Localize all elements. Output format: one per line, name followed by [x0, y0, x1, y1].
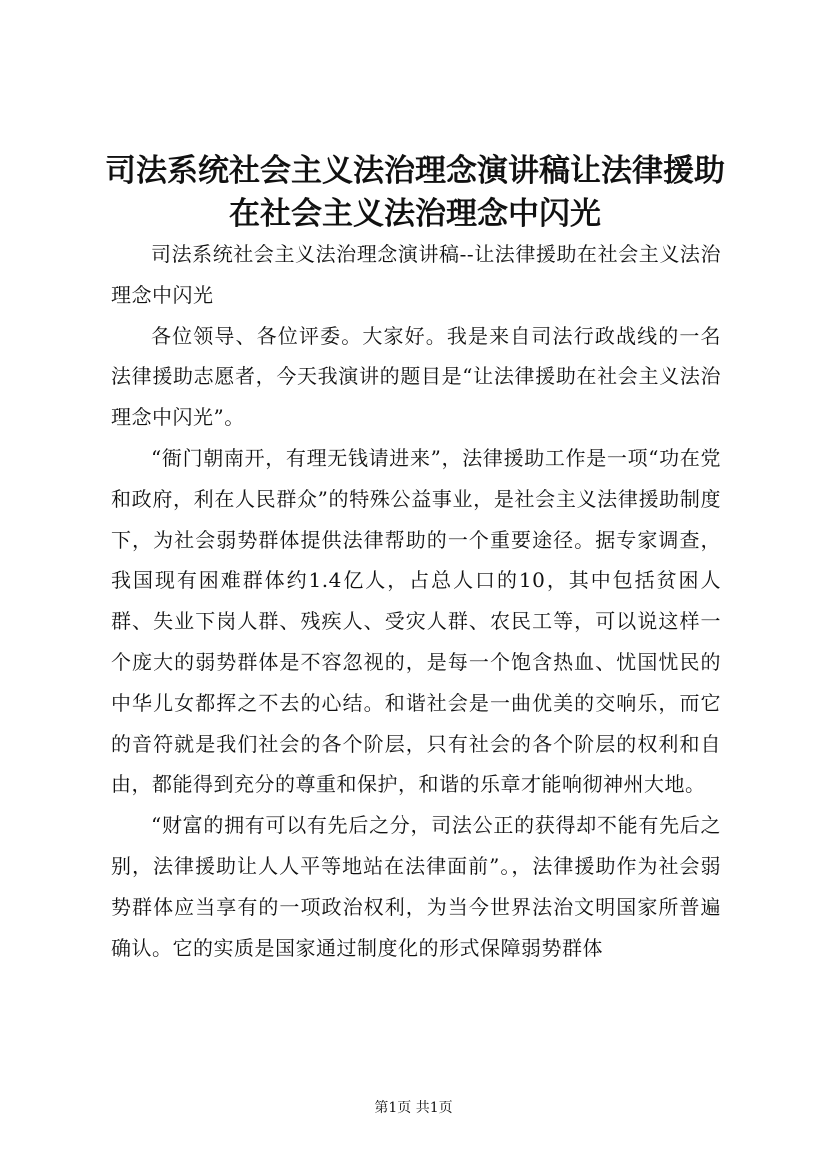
page-footer: 第1页 共1页: [374, 1100, 453, 1116]
document-title: 司法系统社会主义法治理念演讲稿让法律援助在社会主义法治理念中闪光: [105, 153, 725, 232]
document-body: [111, 234, 721, 968]
paragraph-equality-before-law: “财富的拥有可以有先后之分，司法公正的获得却不能有先后之别，法律援助让人人平等地站在法律面前”。，法律援助作为社会弱势群体应当享有的一项政治权利，为当今世界法治文明国家所普遍确认。它的实质是国家通过制度化的形式保障弱势群体: [111, 813, 721, 960]
paragraph-greeting: 各位领导、各位评委。大家好。我是来自司法行政战线的一名法律援助志愿者，今天我演讲的题目是“让法律援助在社会主义法治理念中闪光”。: [111, 323, 721, 430]
paragraph-subtitle: 司法系统社会主义法治理念演讲稿--让法律援助在社会主义法治理念中闪光: [111, 242, 721, 307]
paragraph-legal-aid-significance: “衙门朝南开，有理无钱请进来”，法律援助工作是一项“功在党和政府，利在人民群众”的特殊公益事业，是社会主义法律援助制度下，为社会弱势群体提供法律帮助的一个重要途径。据专家调查，我国现有困难群体约1.4亿人，占总人口的10，其中包括贫困人群、失业下岗人群、残疾人、受灾人群、农民工等，可以说这样一个庞大的弱势群体是不容忽视的，是每一个饱含热血、忧国忧民的中华儿女都挥之不去的心结。和谐社会是一曲优美的交响乐，而它的音符就是我们社会的各个阶层，只有社会的各个阶层的权利和自由，都能得到充分的尊重和保护，和谐的乐章才能响彻神州大地。: [111, 445, 721, 797]
